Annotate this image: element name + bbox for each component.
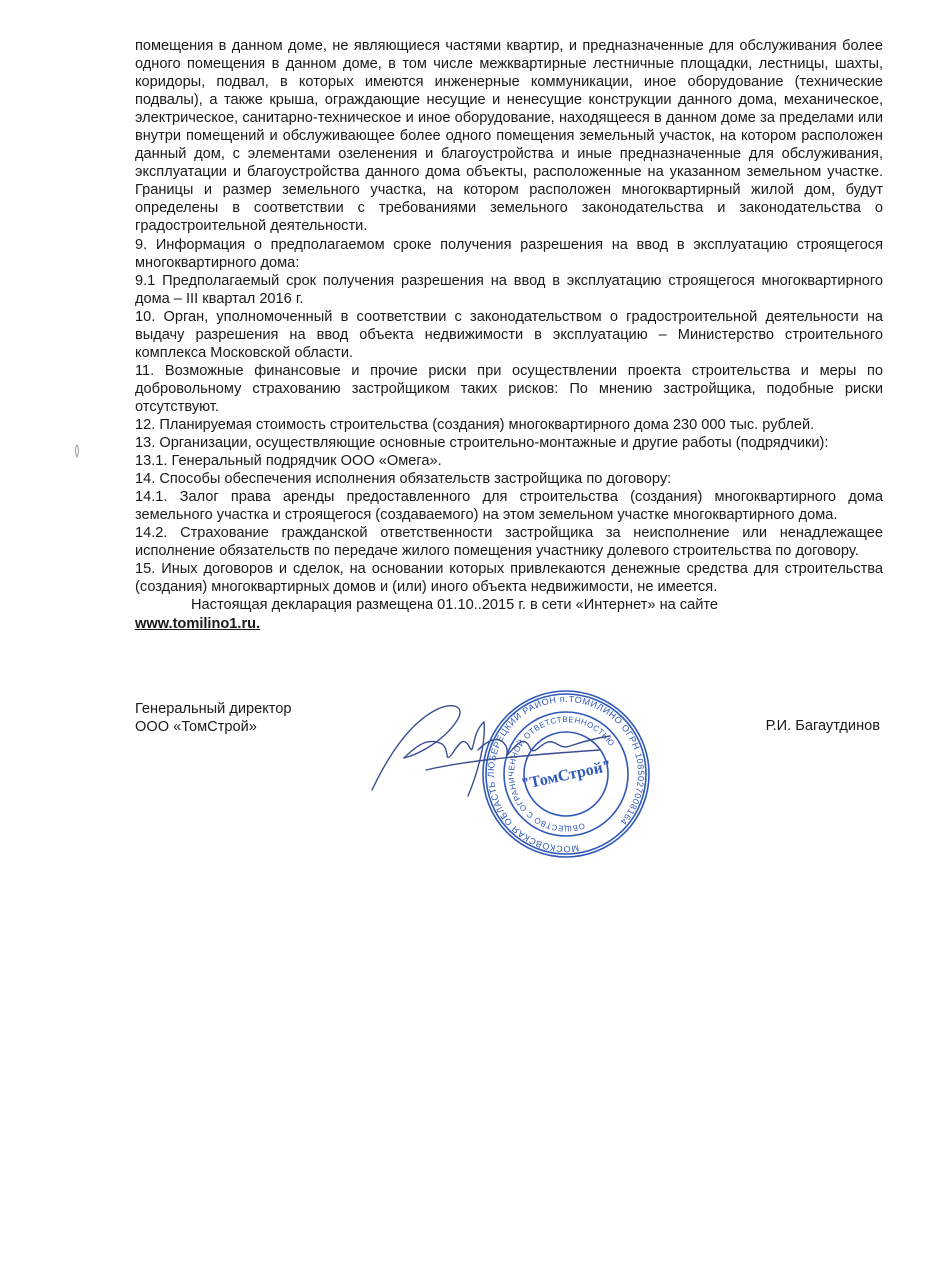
paragraph-common-property: помещения в данном доме, не являющиеся частями квартир, и предназначенные для обслуживания более одного помещения в данном доме, в том числе межквартирные лестничные площадки, лестницы, шахты, коридоры, подвал, в которых имеются инженерные коммуникации, иное оборудование (технические подвалы), а также крыша, ограждающие несущие и ненесущие конструкции данного дома, механическое, электрическое, санитарно-техническое и иное оборудование, находящееся в данном доме за пределами или внутри помещений и обслуживающее более одного помещения земельный участок, на котором расположен данный дом, с элементами озеленения и благоустройства и иные предназначенные для обслуживания, эксплуатации и благоустройства данного дома объекты, расположенные на указанном земельном участке. Границы и размер земельного участка, на котором расположен многоквартирный жилой дом, будут определены в соответствии с требованиями земельного законодательства и законодательства о градостроительной деятельности. — [135, 38, 883, 235]
paragraph-14-2: 14.2. Страхование гражданской ответственности застройщика за неисполнение или ненадлежащее исполнение обязательств по передаче жилого помещения участнику долевого строительства по договору. — [135, 525, 883, 560]
director-signature-icon — [360, 692, 620, 802]
signatory-org: ООО «ТомСтрой» — [135, 719, 257, 735]
paragraph-9-1: 9.1 Предполагаемый срок получения разрешения на ввод в эксплуатацию строящегося многоквартирного дома – III квартал 2016 г. — [135, 272, 883, 307]
paragraph-13-1: 13.1. Генеральный подрядчик ООО «Омега». — [135, 453, 442, 470]
paragraph-11: 11. Возможные финансовые и прочие риски при осуществлении проекта строительства и меры по добровольному страхованию застройщиком таких рисков: По мнению застройщика, подобные риски отсутствуют. — [135, 362, 883, 415]
paragraph-13: 13. Организации, осуществляющие основные строительно-монтажные и другие работы (подрядчики): — [135, 435, 829, 452]
seal-inner-text: ОБЩЕСТВО С ОГРАНИЧЕННОЙ ОТВЕТСТВЕННОСТЬЮ — [506, 714, 617, 834]
paragraph-9: 9. Информация о предполагаемом сроке получения разрешения на ввод в эксплуатацию строящегося многоквартирного дома: — [135, 236, 883, 271]
declaration-paragraph — [135, 596, 883, 632]
margin-mark-icon — [74, 444, 80, 458]
website-link[interactable]: www.tomilino1.ru. — [135, 615, 261, 632]
signatory-name: Р.И. Багаутдинов — [765, 718, 880, 734]
paragraph-12: 12. Планируемая стоимость строительства (создания) многоквартирного дома 230 000 тыс. рублей. — [135, 416, 815, 433]
signatory-block — [135, 700, 292, 736]
declaration-text: Настоящая декларация размещена 01.10..2015 г. в сети «Интернет» на сайте — [191, 597, 719, 614]
paragraph-15: 15. Иных договоров и сделок, на основании которых привлекаются денежные средства для строительства (создания) многоквартирных домов и (или) иного объекта недвижимости, не имеется. — [135, 561, 883, 596]
signatory-title: Генеральный директор — [135, 701, 292, 717]
seal-center-text: "ТомСтрой" — [519, 757, 613, 794]
paragraph-14-1: 14.1. Залог права аренды предоставленного для строительства (создания) многоквартирного дома земельного участка и строящегося (создаваемого) на этом земельном участке многоквартирного дома. — [135, 489, 883, 524]
paragraph-14: 14. Способы обеспечения исполнения обязательств застройщика по договору: — [135, 471, 672, 488]
seal-outer-text: МОСКОВСКАЯ ОБЛАСТЬ ЛЮБЕРЕЦКИЙ РАЙОН п.ТОМИЛИНО ОГРН 1085027008164 — [485, 693, 647, 855]
document-body — [135, 37, 883, 633]
paragraph-10: 10. Орган, уполномоченный в соответствии с законодательством о градостроительной деятельности на выдачу разрешения на ввод объекта недвижимости в эксплуатацию – Министерство строительного комплекса Московской области. — [135, 308, 883, 361]
